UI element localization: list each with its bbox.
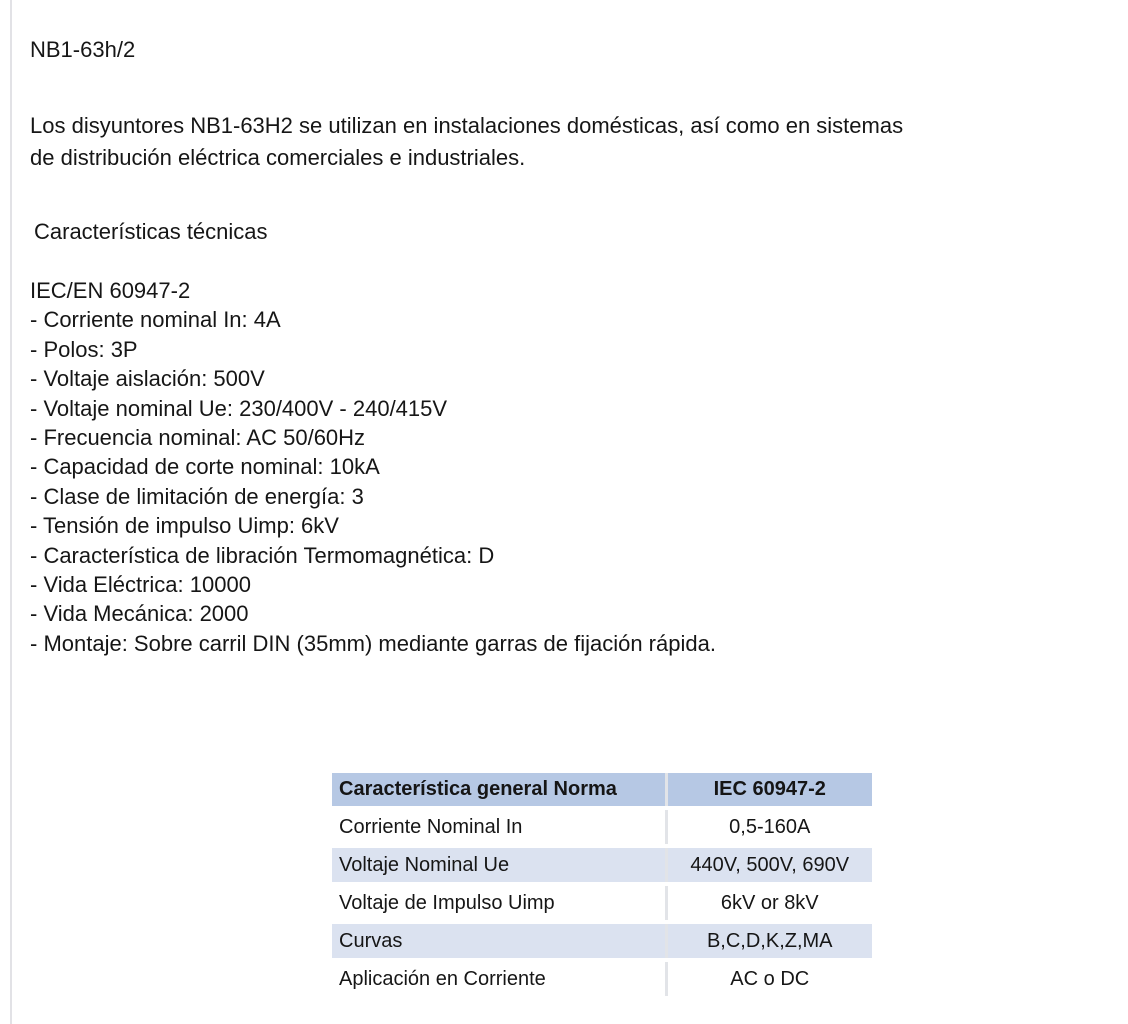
- spec-item: - Corriente nominal In: 4A: [30, 307, 281, 333]
- table-row: [332, 922, 872, 960]
- table-row: [332, 808, 872, 846]
- spec-item: - Capacidad de corte nominal: 10kA: [30, 454, 380, 480]
- table-cell-value: 6kV or 8kV: [666, 884, 872, 922]
- spec-item: - Voltaje aislación: 500V: [30, 366, 265, 392]
- table-row: [332, 846, 872, 884]
- intro-line-2: de distribución eléctrica comerciales e industriales.: [30, 145, 526, 170]
- table-header-row: [332, 773, 872, 808]
- table-cell-label: Voltaje Nominal Ue: [332, 846, 666, 884]
- table-cell-value: B,C,D,K,Z,MA: [666, 922, 872, 960]
- table-cell-label: Aplicación en Corriente: [332, 960, 666, 996]
- table-cell-value: 0,5-160A: [666, 808, 872, 846]
- spec-item: - Frecuencia nominal: AC 50/60Hz: [30, 425, 366, 451]
- table-cell-value: AC o DC: [730, 967, 810, 990]
- standard-label: IEC/EN 60947-2: [30, 278, 191, 303]
- spec-item: - Polos: 3P: [30, 336, 138, 362]
- page-left-border: [10, 0, 12, 1024]
- table-header-characteristic: Característica general Norma: [332, 773, 666, 808]
- table-cell-label: Voltaje de Impulso Uimp: [332, 884, 666, 922]
- table-cell-value: 440V, 500V, 690V: [666, 846, 872, 884]
- table-header-standard: IEC 60947-2: [666, 773, 872, 808]
- spec-item: - Vida Mecánica: 2000: [30, 601, 249, 627]
- table-row: [332, 960, 872, 996]
- spec-item: - Característica de libración Termomagnética: D: [30, 542, 495, 568]
- page-title: NB1-63h/2: [30, 37, 136, 62]
- table-row: [332, 884, 872, 922]
- spec-item: - Vida Eléctrica: 10000: [30, 572, 251, 598]
- intro-paragraph: [30, 110, 903, 174]
- spec-item: - Montaje: Sobre carril DIN (35mm) mediante garras de fijación rápida.: [30, 630, 716, 656]
- intro-line-1: Los disyuntores NB1-63H2 se utilizan en instalaciones domésticas, así como en sistemas: [30, 113, 904, 138]
- spec-list: [30, 276, 716, 658]
- table-cell-label: Corriente Nominal In: [332, 808, 666, 846]
- section-heading: Características técnicas: [34, 219, 268, 244]
- table-cell-label: Curvas: [332, 922, 666, 960]
- spec-item: - Clase de limitación de energía: 3: [30, 483, 364, 509]
- spec-item: - Voltaje nominal Ue: 230/400V - 240/415V: [30, 395, 448, 421]
- general-characteristics-table: [332, 773, 872, 996]
- spec-item: - Tensión de impulso Uimp: 6kV: [30, 513, 339, 539]
